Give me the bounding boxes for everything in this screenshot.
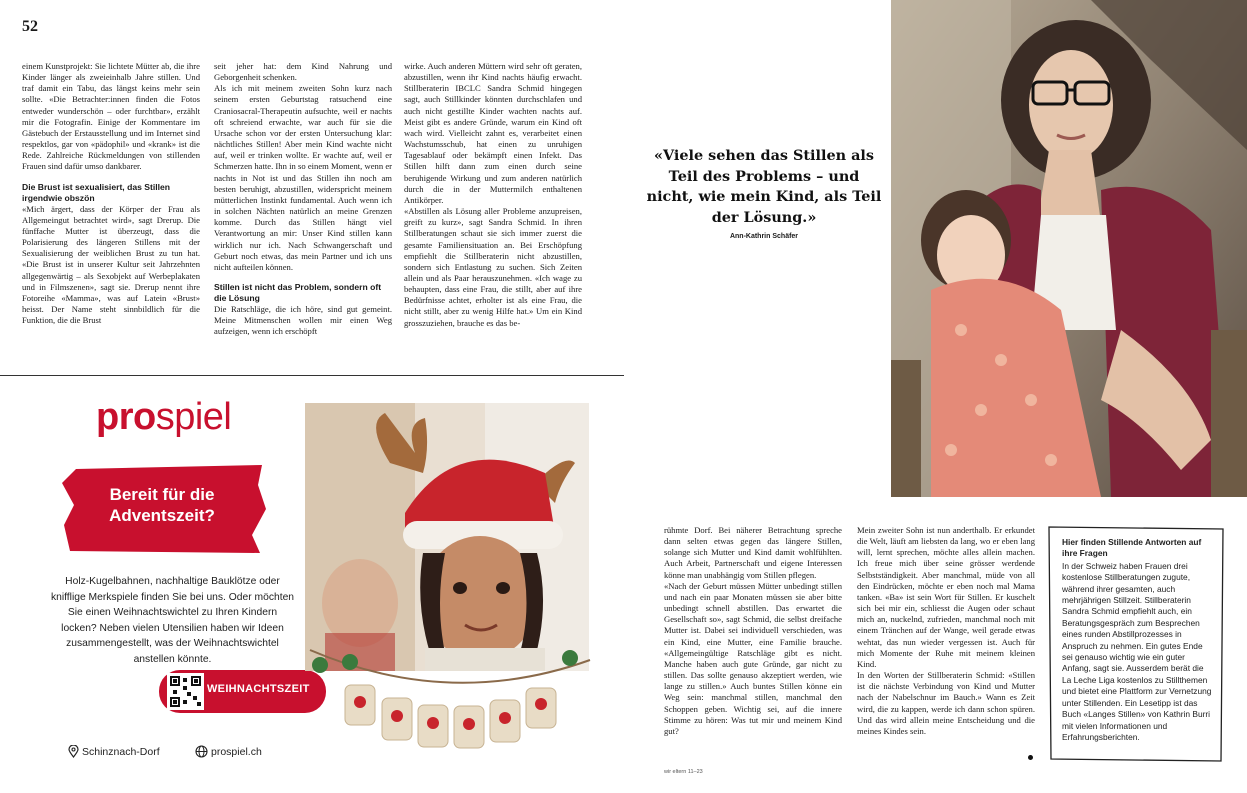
article-column-1 (22, 61, 200, 367)
brand-spiel: spiel (155, 396, 232, 438)
paragraph: einem Kunstprojekt: Sie lichtete Mütter ab, die ihre Kinder länger als zweieinhalb Jahre stillen. Und traf damit ein Tabu, das längst keins mehr sein sollte. «Die Betrachter:innen finden die Fotos entweder wunderschön – oder furchtbar», erzählt mir die Fotografin. Einige der Kommentare im Gästebuch der Erstausstellung und im Internet sind respektlos, gar von «pädophil» und «krank» ist die Rede. Zahlreiche Rückmeldungen von stillenden Frauen sind dafür umso dankbarer. (22, 61, 200, 172)
ad-headline (62, 484, 262, 526)
ad-headline-line1: Bereit für die (109, 485, 215, 504)
paragraph: «Nach der Geburt müssen Mütter unbedingt stillen und nach ein paar Monaten müssen sie aber bitte unbedingt schnell abstillen. Das erwartet die Gesellschaft so», sagt Schmid, die selbst dreifache Mutter ist. Dabei sei individuell verschieden, was ein Kind, eine Mutter, eine Familie brauche. «Allgemeingültige Ratschläge gibt es nicht. Manche haben auch gute Gründe, gar nicht zu stillen. Das sollte genauso akzeptiert werden, wie lange zu stillen.» Auch buntes Stillen könne ein Weg sein: manchmal stillen, manchmal den Schoppen geben. Wichtig sei, auf die innere Stimme zu hören: Was tut mir und meinem Kind gut? (664, 580, 842, 736)
paragraph: Mein zweiter Sohn ist nun anderthalb. Er erkundet die Welt, läuft am liebsten da lang, wo er eben lang will, lernt sprechen, möchte alles allein machen. Ich freue mich über seine grösser werdende Selbstständigkeit. Aber manchmal, müde von all den Eindrücken, möchte er eben noch mal Mama tanken. «Ba» ist sein Wort für Stillen. Er kuschelt sich bei mir ein, schliesst die Augen oder schaut mich an, nuckelnd, zufrieden, manchmal noch mit einem Tränchen auf der Wange, weil gerade etwas wehtat, das nun wieder vergessen ist. Auch für mich Momente der Ruhe mit meinem kleinen Kind. (857, 525, 1035, 669)
ad-photo-child-reindeer-hat (305, 403, 589, 671)
paragraph: Als ich mit meinem zweiten Sohn kurz nach seinem ersten Geburtstag ratsuchend eine Craniosacral-Therapeutin aufsuchte, weil er nachts oft schreiend erwachte, war auch für sie die Ursache schon vor der ersten Untersuchung klar: nächtliches Stillen! Aber mein Kind wachte nicht auf, weil er trinken wollte. Er wachte auf, weil er Schmerzen hatte. Ihn in so einem Moment, wenn er nachts in Not ist und das Stillen ihn noch am besten beruhigt, abzustillen, widerspricht meinem mütterlichen Instinkt fundamental. Auch wenn ich in solchen Nächten natürlich an meine Grenzen komme. Durch das Stillen hängt viel Verantwortung an mir: Unser Kind stillen kann wirklich nur ich. Nach Schwangerschaft und Geburt noch etwas, das mein Partner und ich uns nicht aufteilen können. (214, 83, 392, 272)
photo-mother-breastfeeding (891, 0, 1247, 497)
page-number: 52 (22, 18, 38, 35)
ad-headline-line2: Adventszeit? (109, 506, 215, 525)
pull-quote: «Viele sehen das Stillen als Teil des Problems – und nicht, wie mein Kind, als Teil der Lösung.» (646, 147, 882, 226)
globe-icon (195, 745, 208, 758)
article-column-5 (857, 525, 1035, 765)
section-divider (0, 375, 624, 376)
infobox (1062, 537, 1215, 743)
article-end-mark (1028, 755, 1033, 760)
website-link[interactable] (195, 745, 262, 758)
subheading: Die Brust ist sexualisiert, das Stillen irgendwie obszön (22, 181, 171, 203)
advent-calendar-garland (300, 640, 600, 770)
pull-quote-author: Ann-Kathrin Schäfer (729, 233, 799, 240)
infobox-title: Hier finden Stillende Antworten auf ihre Fragen (1062, 537, 1202, 559)
paragraph: «Abstillen als Lösung aller Probleme anzupreisen, greift zu kurz», sagt Sandra Schmid. In ihren Stillberatungen schaut sie sich immer zuerst die gesamte Familiensituation an. Bei Erschöpfung empfiehlt die Stillberaterin nicht abzustillen, sondern sich Entlastung zu suchen. Sich Zeiten allein und als Paar herauszunehmen. «Ich wage zu behaupten, dass eine Frau, die stillt, aber auf ihre Bedürfnisse achtet, erholter ist als eine Frau, die nicht stillt, aber zu wenig Hilfe hat.» Um ein Kind grosszuziehen, brauche es das be- (404, 206, 582, 328)
location-text: Schinznach-Dorf (82, 746, 160, 758)
article-column-2 (214, 61, 392, 367)
magazine-footer: wir eltern 11–23 (664, 769, 703, 775)
location-pin-icon (68, 745, 79, 758)
paragraph: rühmte Dorf. Bei näherer Betrachtung spreche dann selten etwas gegen das längere Stillen, solange sich Mutter und Kind damit wohlfühlten. Auch Arbeit, Partnerschaft und eigene Interessen könne man unabhängig vom Stillen pflegen. (664, 525, 842, 580)
website-text: prospiel.ch (211, 746, 262, 758)
location-link[interactable] (68, 745, 160, 758)
article-column-4 (664, 525, 842, 765)
paragraph: seit jeher hat: dem Kind Nahrung und Geborgenheit schenken. (214, 61, 392, 83)
paragraph: «Mich ärgert, dass der Körper der Frau als Allgemeingut betrachtet wird», sagt Drerup. Die fünffache Mutter ist überzeugt, dass die Polarisierung des längeren Stillens mit der Sexualisierung der weiblichen Brust zu tun hat. «Die Brust ist in unserer Kultur seit Jahrzehnten allgegenwärtig – als Sexobjekt auf Werbeplakaten und in Filmszenen», sagt sie. Drerup nennt ihre Fotoreihe «Mamma», was auf Latein «Brust» heisst. Der Name steht sinnbildlich für die Funktion, die die Brust (22, 203, 200, 326)
ad-body-text: Holz-Kugelbahnen, nachhaltige Bauklötze oder knifflige Merkspiele finden Sie bei uns. Oder möchten Sie einen Weihnachtswichtel zu Ihren Kindern locken? Neben vielen Utensilien haben wir Ideen zusammengestellt, was der Weihnachtswichtel anstellen könnte. (50, 576, 295, 665)
paragraph: wirke. Auch anderen Müttern wird sehr oft geraten, abzustillen, wenn ihr Kind nachts häufig erwacht. Stillberaterin IBCLC Sandra Schmid hingegen sagt, auch Stillkinder könnten durchschlafen und auch nicht gestillte Kinder wachten nachts auf. Meist gibt es andere Gründe, warum ein Kind oft wach wird. Vielleicht zahnt es, verarbeitet einen Wachstumsschub, hat einen zu unruhigen Tagesablauf oder bekämpft einen Infekt. Das Stillen hilft dann zum einen durch seine beruhigende Wirkung und zum anderen natürlich durch die in der Muttermilch enthaltenen Antikörper. (404, 61, 582, 205)
paragraph: Die Ratschläge, die ich höre, sind gut gemeint. Meine Mitmenschen wollen mir einen Weg aufzeigen, wenn ich erschöpft (214, 303, 392, 337)
subheading: Stillen ist nicht das Problem, sondern oft die Lösung (214, 281, 382, 303)
brand-pro: pro (96, 396, 156, 438)
infobox-text: In der Schweiz haben Frauen drei kostenlose Stillberatungen zugute, während ihrer gesamten, auch mehrjährigen Stillzeit. Stillberaterin Sandra Schmid empfiehlt auch, ein Beratungsgespräch zum Besprechen eines runden Abstillprozesses in Anspruch zu nehmen. Ein gutes Ende sei genauso wichtig wie ein guter Anfang, sagt sie. Ausserdem berät die La Leche Liga kostenlos zu Stillthemen und bietet eine Plattform zur Vernetzung unter Stillenden. Ein Lesetipp ist das Buch «Langes Stillen» von Kathrin Burri mit vielen Informationen und Erfahrungsberichten. (1062, 560, 1212, 742)
paragraph: In den Worten der Stillberaterin Schmid: «Stillen ist die nächste Verbindung von Kind und Mutter nach der Nabelschnur im Bauch.» Wann es Zeit wird, die zu kappen, werde ich dann schon spüren. Und das wird allein meine Entscheidung und die meines Kindes sein. (857, 670, 1035, 736)
qr-label: WEIHNACHTSZEIT (207, 683, 310, 695)
article-column-3 (404, 61, 582, 367)
prospiel-logo[interactable] (96, 396, 231, 439)
